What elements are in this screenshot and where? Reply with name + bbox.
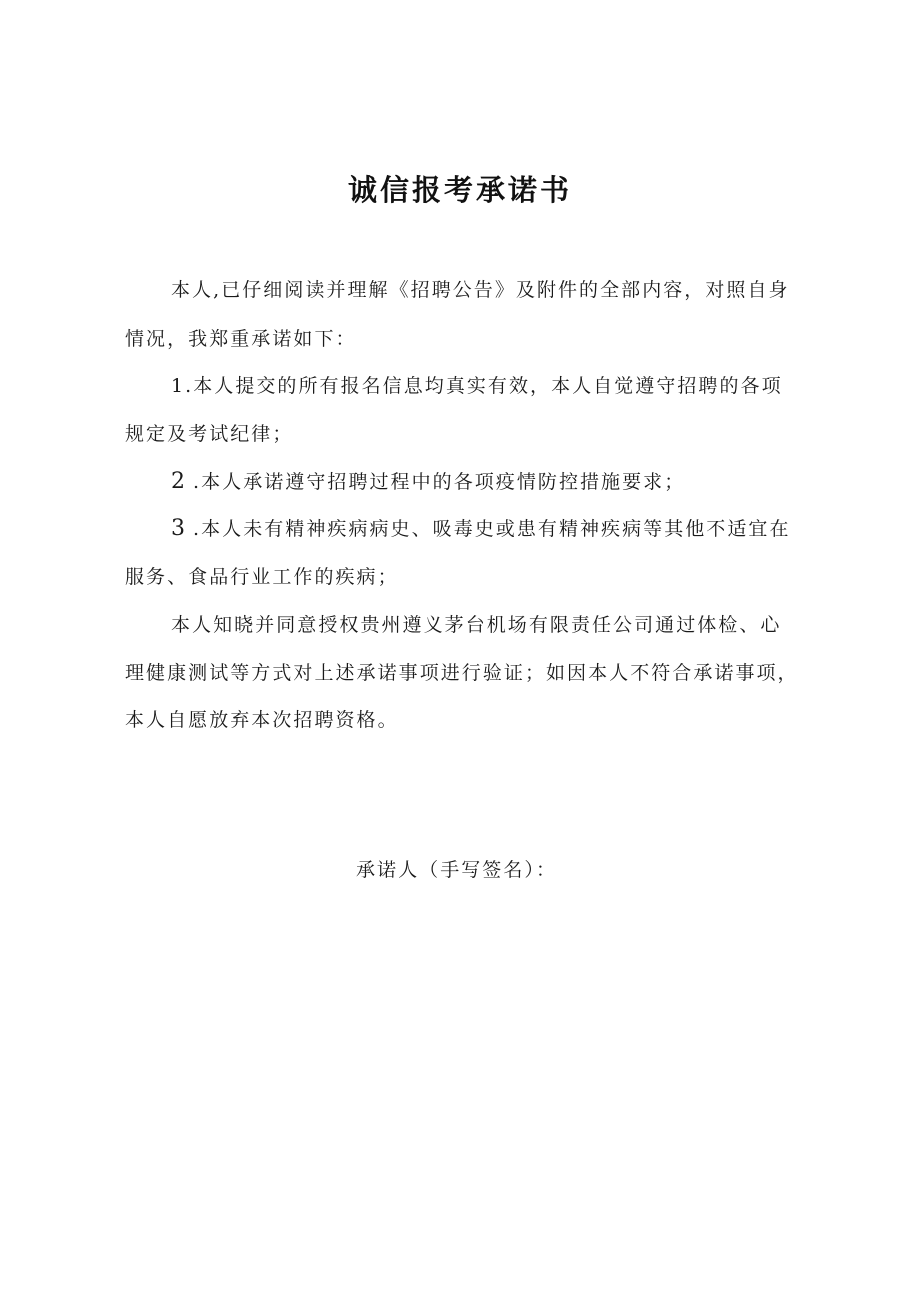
item-1-line-1: 1.本人提交的所有报名信息均真实有效，本人自觉遵守招聘的各项 [171,375,783,397]
item-3-number: 3 [171,516,185,541]
item-2-number: 2 [171,469,185,494]
closing-line-1: 本人知晓并同意授权贵州遵义茅台机场有限责任公司通过体检、心 [171,614,782,636]
item-2-line-1 [171,468,685,496]
document-title: 诚信报考承诺书 [347,173,572,207]
intro-line-2: 情况，我郑重承诺如下： [125,328,357,350]
closing-line-3: 本人自愿放弃本次招聘资格。 [125,709,399,731]
item-2-text: .本人承诺遵守招聘过程中的各项疫情防控措施要求； [193,471,686,493]
item-3-line-1 [171,515,791,543]
item-3-text: .本人未有精神疾病病史、吸毒史或患有精神疾病等其他不适宜在 [193,518,791,540]
item-3-line-2: 服务、食品行业工作的疾病； [125,566,399,588]
signature-label: 承诺人（手写签名）： [356,859,558,881]
item-1-line-2: 规定及考试纪律； [125,423,294,445]
closing-line-2: 理健康测试等方式对上述承诺事项进行验证；如因本人不符合承诺事项， [125,662,799,684]
intro-line-1: 本人,已仔细阅读并理解《招聘公告》及附件的全部内容，对照自身 [171,279,790,301]
